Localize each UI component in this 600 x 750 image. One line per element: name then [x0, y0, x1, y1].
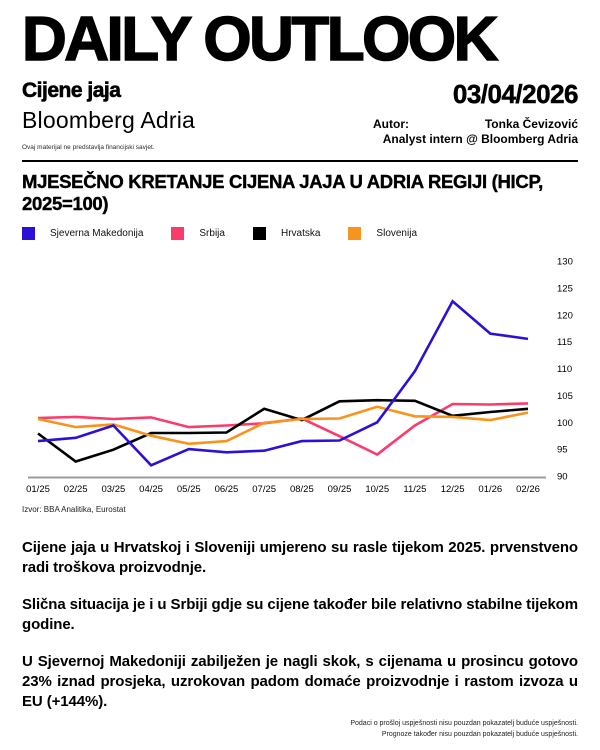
author-label: Autor:	[373, 116, 409, 131]
legend-item-1	[22, 227, 143, 240]
x-tick-label: 08/25	[289, 484, 314, 496]
legend-label: Sjeverna Makedonija	[50, 228, 144, 240]
author-role: Analyst intern @ Bloomberg Adria	[382, 131, 578, 146]
series-line-hrvatska	[38, 401, 528, 462]
legal-disclaimer: Ovaj materijal ne predstavlja financijski savjet.	[22, 143, 155, 151]
edition-topic: Cijene jaja	[22, 78, 121, 102]
body-paragraph-3: U Sjevernoj Makedoniji zabilježen je nagli skok, s cijenama u prosincu gotovo 23% iznad prosjeka, uzrokovan padom domaće proizvodnje i rastom izvoza u EU (+144%).	[22, 653, 578, 711]
y-tick-label: 90	[557, 471, 568, 483]
x-tick-label: 10/25	[365, 484, 390, 496]
y-tick-label: 130	[557, 256, 573, 268]
y-tick-label: 115	[557, 337, 573, 349]
body-paragraph-2: Slična situacija je i u Srbiji gdje su cijene također bile relativno stabilne tijekom godine.	[22, 596, 578, 634]
x-tick-label: 12/25	[440, 484, 465, 496]
legend-item-4	[348, 227, 417, 240]
chart-legend	[22, 227, 578, 240]
x-tick-label: 02/25	[63, 484, 88, 496]
line-chart-svg	[0, 244, 600, 498]
x-tick-label: 04/25	[139, 484, 163, 496]
x-tick-label: 09/25	[327, 484, 352, 496]
y-tick-label: 110	[557, 364, 573, 376]
chart-title: MJESEČNO KRETANJE CIJENA JAJA U ADRIA REGIJI (HICP, 2025=100)	[22, 170, 543, 214]
legend-item-3	[253, 227, 320, 240]
y-tick-label: 125	[557, 283, 573, 295]
legend-swatch	[348, 227, 361, 240]
x-tick-label: 06/25	[214, 484, 239, 496]
x-tick-label: 05/25	[176, 484, 201, 496]
body-copy	[22, 538, 578, 712]
legend-label: Srbija	[199, 228, 225, 240]
y-tick-label: 120	[557, 310, 573, 322]
y-tick-label: 95	[557, 445, 568, 457]
series-line-sjeverna-makedonija	[38, 302, 528, 466]
body-paragraph-1: Cijene jaja u Hrvatskoj i Sloveniji umjereno su rasle tijekom 2025. prvenstveno radi troškova proizvodnje.	[22, 539, 578, 577]
x-tick-label: 03/25	[101, 484, 126, 496]
author-name: Tonka Čevizović	[484, 116, 578, 131]
subheader-right	[373, 79, 578, 151]
legend-label: Hrvatska	[280, 228, 321, 240]
legend-label: Slovenija	[376, 228, 418, 240]
chart-source: Izvor: BBA Analitika, Eurostat	[22, 505, 126, 515]
y-tick-label: 105	[557, 391, 573, 403]
brand-name: Bloomberg Adria	[22, 106, 196, 133]
x-tick-label: 07/25	[252, 484, 277, 496]
subheader	[22, 79, 578, 151]
subheader-left	[22, 79, 195, 151]
page-title: DAILY OUTLOOK	[22, 5, 496, 74]
x-tick-label: 01/25	[26, 484, 50, 496]
legend-swatch	[22, 227, 35, 240]
y-tick-label: 100	[557, 418, 573, 430]
legend-swatch	[171, 227, 184, 240]
legend-item-2	[171, 227, 225, 240]
edition-date: 03/04/2026	[452, 78, 578, 109]
legend-swatch	[253, 227, 266, 240]
x-tick-label: 02/26	[516, 484, 540, 496]
header-divider	[22, 160, 578, 162]
footer-disclaimer	[350, 718, 578, 740]
author-row	[373, 117, 578, 131]
footer-line-1: Podaci o prošloj uspješnosti nisu pouzdan pokazatelj buduće uspješnosti.	[350, 719, 578, 727]
line-chart	[0, 244, 600, 503]
footer-line-2: Prognoze također nisu pouzdan pokazatelj buduće uspješnosti.	[381, 730, 578, 738]
x-tick-label: 01/26	[478, 484, 503, 496]
x-tick-label: 11/25	[403, 484, 427, 496]
